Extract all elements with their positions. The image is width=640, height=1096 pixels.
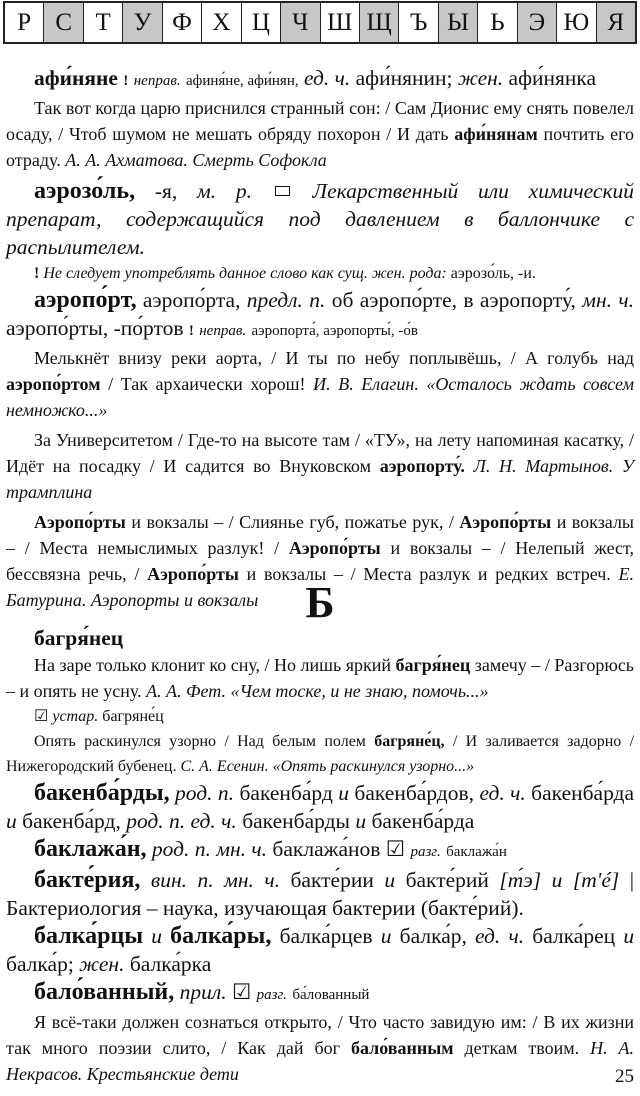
alphabet-letter: Ъ xyxy=(399,3,438,42)
headword: бакте́рия, xyxy=(34,867,141,893)
entry-bagryanets xyxy=(6,624,634,652)
alphabet-letter: Ф xyxy=(163,3,202,42)
entry-baklazhan: баклажа́н, род. п. мн. ч. баклажа́нов ☑ разг. баклажа́н xyxy=(34,836,507,862)
quote-source: Е. Батурина. Аэропорты и вокзалы xyxy=(6,564,635,610)
quote-akhmatova: Так вот когда царю приснился странный сон: / Сам Дионис ему снять повелел осаду, / Чтоб шумом не мешать обряду похорон / И дать афи́нянам почтить его отраду. А. А. Ахматова. Смерть Софокла xyxy=(6,98,635,170)
entries-section-a xyxy=(6,64,634,613)
entry-afinyane: афи́няне ! неправ. афиня́не, афи́нян, ед. ч. афи́нянин; жен. афи́нянка xyxy=(34,66,597,90)
alphabet-letter: У xyxy=(123,3,162,42)
definition: Лекарственный или химический препарат, содержащийся под давлением в баллончике с распылителем. xyxy=(6,179,635,259)
quote-source: Н. А. Некрасов. Крестьянские дети xyxy=(6,1038,635,1084)
checkbox-icon: ☑ xyxy=(232,980,252,1004)
quote-source: А. А. Ахматова. Смерть Софокла xyxy=(65,150,327,170)
quote-nekrasov: Я всё-таки должен сознаться открыто, / Что часто завидую им: / В их жизни так много поэзии слито, / Как дай бог бало́ванным деткам твоим. Н. А. Некрасов. Крестьянские дети xyxy=(6,1012,635,1084)
checkbox-icon: ☑ xyxy=(385,837,406,861)
entry-bakteriya: бакте́рия, вин. п. мн. ч. бакте́рии и бакте́рий [т́э] и [т'é] | Бактериология – наука, изучающая бактерии (бакте́рий). xyxy=(6,867,635,920)
quote-source: И. В. Елагин. «Осталось ждать совсем немножко...» xyxy=(6,374,634,420)
alphabet-letter: Ы xyxy=(439,3,478,42)
alphabet-letter: Ч xyxy=(281,3,320,42)
checkbox-icon: ☑ xyxy=(34,708,49,725)
alphabet-letter: Я xyxy=(597,3,635,42)
entry-aeroport: аэропо́рт, аэропо́рта, предл. п. об аэропо́рте, в аэропорту́, мн. ч. аэропо́рты, -по́ртов ! неправ. аэропорта́, аэропорты́, -о́в xyxy=(6,287,634,340)
alphabet-letter: Щ xyxy=(360,3,399,42)
quote-source: Л. Н. Мартынов. У трамплина xyxy=(6,456,635,502)
alphabet-letter: Х xyxy=(202,3,241,42)
quote-fet: На заре только клонит ко сну, / Но лишь яркий багря́нец замечу – / Разгорюсь – и опять не усну. А. А. Фет. «Чем тоске, и не знаю, помочь...» xyxy=(6,655,635,701)
headword: балка́рцы xyxy=(34,923,144,949)
usage-warning: ! Не следует употреблять данное слово как сущ. жен. рода: аэрозо́ль, -и. xyxy=(34,265,536,282)
entry-balkartsy: балка́рцы и балка́ры, балка́рцев и балка́р, ед. ч. балка́рец и балка́р; жен. балка́рка xyxy=(6,923,635,976)
entry-bakenbardy: бакенба́рды, род. п. бакенба́рд и бакенба́рдов, ед. ч. бакенба́рда и бакенба́рд, род. п. ед. ч. бакенба́рды и бакенба́рда xyxy=(6,780,635,833)
quote-esenin: Опять раскинулся узорно / Над белым полем багряне́ц, / И заливается задорно / Нижегородский бубенец. С. А. Есенин. «Опять раскинулся узорно...» xyxy=(6,733,635,775)
headword: афи́няне xyxy=(34,66,118,90)
entry-aerozol: аэрозо́ль, -я, м. р. Лекарственный или химический препарат, содержащийся под давлением в баллончике с распылителем. xyxy=(6,178,635,259)
headword: баклажа́н, xyxy=(34,836,147,862)
definition-marker-icon xyxy=(275,186,290,196)
alphabet-letter: Т xyxy=(84,3,123,42)
alphabet-letter: Ш xyxy=(321,3,360,42)
quote-martynov: За Университетом / Где-то на высоте там / «ТУ», на лету напоминая касатку, / Идёт на посадку / И садится во Внуковском аэропорту́. Л. Н. Мартынов. У трамплина xyxy=(6,430,635,502)
alphabet-letter: Ь xyxy=(478,3,517,42)
section-letter-heading: Б xyxy=(305,578,335,627)
headword: аэропо́рт, xyxy=(34,287,137,313)
quote-baturina: Аэропо́рты и вокзалы – / Слиянье губ, пожатье рук, / Аэропо́рты и вокзалы – / Места немыслимых разлук! / Аэропо́рты и вокзалы – / Нелепый жест, бессвязна речь, / Аэропо́рты и вокзалы – / Места разлук и редких встреч. Е. Батурина. Аэропорты и вокзалы xyxy=(6,512,635,610)
quote-source: С. А. Есенин. «Опять раскинулся узорно...» xyxy=(180,758,475,775)
headword: балка́ры, xyxy=(170,923,272,949)
alphabet-index-bar xyxy=(3,1,637,44)
headword: бало́ванный, xyxy=(34,979,175,1005)
headword: аэрозо́ль, xyxy=(34,178,136,204)
pronunciation: [т́э] и [т'é] xyxy=(499,868,620,892)
quote-source: А. А. Фет. «Чем тоске, и не знаю, помочь...» xyxy=(146,681,489,701)
alphabet-letter: С xyxy=(44,3,83,42)
variant-note: ☑ устар. багряне́ц xyxy=(34,708,164,725)
headword: бакенба́рды, xyxy=(34,780,170,806)
page-number: 25 xyxy=(615,1066,634,1087)
quote-elagin: Мелькнёт внизу реки аорта, / И ты по небу поплывёшь, / А голубь над аэропо́ртом / Так архаически хорош! И. В. Елагин. «Осталось ждать совсем немножко...» xyxy=(6,348,634,420)
entry-balovanny: бало́ванный, прил. ☑ разг. ба́лованный xyxy=(34,979,370,1005)
headword: багря́нец xyxy=(34,626,124,650)
alphabet-letter: Ц xyxy=(242,3,281,42)
alphabet-letter: Р xyxy=(5,3,44,42)
entries-section-b xyxy=(6,624,634,1087)
alphabet-letter: Э xyxy=(518,3,557,42)
alphabet-letter: Ю xyxy=(557,3,596,42)
